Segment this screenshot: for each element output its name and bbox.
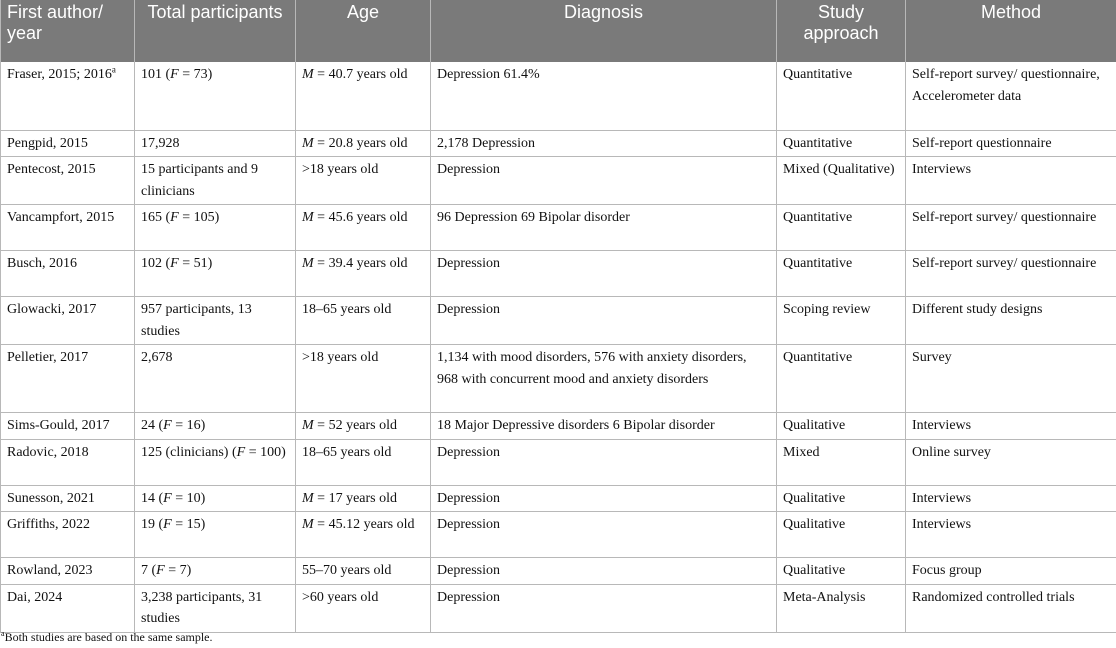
- mean-symbol: M: [302, 490, 314, 506]
- total-text: 165 (: [141, 210, 171, 225]
- cell-diagnosis: 18 Major Depressive disorders 6 Bipolar disorder: [431, 413, 777, 440]
- table-row: [1, 205, 1116, 251]
- female-count: = 105): [178, 210, 220, 225]
- cell-age: [296, 584, 431, 632]
- cell-total-participants: [135, 205, 296, 251]
- cell-author: [1, 297, 135, 345]
- total-text: 15 participants and 9 clinicians: [141, 162, 259, 199]
- cell-method: Randomized controlled trials: [906, 584, 1116, 632]
- author-text: Busch, 2016: [7, 256, 77, 271]
- mean-symbol: M: [302, 418, 314, 433]
- table-row: [1, 558, 1116, 585]
- author-text: Sims-Gould, 2017: [7, 418, 110, 433]
- cell-age: [296, 558, 431, 585]
- cell-author: [1, 157, 135, 205]
- total-text: 19 (: [141, 517, 164, 532]
- author-text: Rowland, 2023: [7, 563, 93, 578]
- footnote-text: Both studies are based on the same sample.: [4, 630, 213, 644]
- total-text: 24 (: [141, 418, 164, 433]
- cell-study-approach: Scoping review: [777, 297, 906, 345]
- table-row: [1, 130, 1116, 157]
- cell-age: [296, 413, 431, 440]
- age-text: 55–70 years old: [302, 563, 392, 578]
- female-count: = 10): [171, 490, 206, 506]
- total-text: 957 participants, 13 studies: [141, 302, 252, 339]
- table-row: [1, 345, 1116, 413]
- female-count: = 100): [245, 444, 286, 460]
- female-symbol: F: [163, 418, 172, 433]
- table-row: [1, 251, 1116, 297]
- cell-diagnosis: Depression 61.4%: [431, 62, 777, 130]
- cell-method: Interviews: [906, 413, 1116, 440]
- cell-author: [1, 130, 135, 157]
- cell-diagnosis: Depression: [431, 297, 777, 345]
- cell-age: [296, 157, 431, 205]
- cell-author: [1, 62, 135, 130]
- cell-study-approach: Quantitative: [777, 62, 906, 130]
- cell-method: Interviews: [906, 512, 1116, 558]
- cell-diagnosis: 1,134 with mood disorders, 576 with anxiety disorders, 968 with concurrent mood and anxiety disorders: [431, 345, 777, 413]
- age-text: = 52 years old: [313, 418, 397, 433]
- cell-method: Focus group: [906, 558, 1116, 585]
- header-study-approach: Study approach: [777, 0, 906, 62]
- age-text: >18 years old: [302, 162, 379, 177]
- cell-age: [296, 251, 431, 297]
- age-text: >18 years old: [302, 350, 379, 365]
- cell-author: [1, 558, 135, 585]
- author-text: Radovic, 2018: [7, 444, 89, 460]
- female-count: = 15): [171, 517, 206, 532]
- cell-diagnosis: Depression: [431, 157, 777, 205]
- female-symbol: F: [236, 444, 246, 460]
- total-text: 125 (clinicians) (: [141, 444, 237, 460]
- cell-method: Self-report questionnaire: [906, 130, 1116, 157]
- total-text: 17,928: [141, 135, 180, 151]
- cell-diagnosis: Depression: [431, 485, 777, 512]
- cell-study-approach: Quantitative: [777, 130, 906, 157]
- table-row: [1, 512, 1116, 558]
- table-row: [1, 584, 1116, 632]
- author-text: Fraser, 2015; 2016: [7, 67, 112, 82]
- table-row: [1, 157, 1116, 205]
- cell-method: Interviews: [906, 485, 1116, 512]
- age-text: = 45.6 years old: [313, 210, 408, 225]
- cell-diagnosis: Depression: [431, 512, 777, 558]
- cell-method: Self-report survey/ questionnaire, Accelerometer data: [906, 62, 1116, 130]
- cell-age: [296, 205, 431, 251]
- cell-age: [296, 130, 431, 157]
- total-text: 7 (: [141, 563, 157, 578]
- author-text: Glowacki, 2017: [7, 302, 97, 317]
- cell-study-approach: Quantitative: [777, 251, 906, 297]
- female-symbol: F: [170, 67, 179, 82]
- cell-method: Different study designs: [906, 297, 1116, 345]
- age-text: 18–65 years old: [302, 302, 392, 317]
- table-row: [1, 485, 1116, 512]
- cell-age: [296, 297, 431, 345]
- total-text: 2,678: [141, 350, 173, 365]
- author-text: Sunesson, 2021: [7, 490, 95, 506]
- female-symbol: F: [170, 256, 179, 271]
- cell-study-approach: Mixed (Qualitative): [777, 157, 906, 205]
- cell-author: [1, 413, 135, 440]
- author-text: Griffiths, 2022: [7, 517, 90, 532]
- cell-author: [1, 485, 135, 512]
- cell-author: [1, 512, 135, 558]
- cell-total-participants: [135, 297, 296, 345]
- cell-age: [296, 439, 431, 485]
- cell-study-approach: Qualitative: [777, 558, 906, 585]
- female-symbol: F: [170, 210, 179, 225]
- cell-method: Interviews: [906, 157, 1116, 205]
- cell-author: [1, 251, 135, 297]
- table-row: [1, 439, 1116, 485]
- female-count: = 73): [178, 67, 213, 82]
- header-method: Method: [906, 0, 1116, 62]
- mean-symbol: M: [302, 67, 314, 82]
- author-text: Pengpid, 2015: [7, 135, 88, 151]
- author-text: Dai, 2024: [7, 589, 63, 605]
- age-text: >60 years old: [302, 589, 379, 605]
- cell-total-participants: [135, 130, 296, 157]
- cell-total-participants: [135, 584, 296, 632]
- age-text: = 20.8 years old: [313, 135, 408, 151]
- cell-age: [296, 512, 431, 558]
- total-text: 102 (: [141, 256, 171, 271]
- female-count: = 51): [178, 256, 213, 271]
- age-text: 18–65 years old: [302, 444, 392, 460]
- cell-study-approach: Quantitative: [777, 205, 906, 251]
- female-symbol: F: [156, 563, 165, 578]
- age-text: = 39.4 years old: [313, 256, 408, 271]
- header-diagnosis: Diagnosis: [431, 0, 777, 62]
- footnote: [1, 630, 213, 645]
- cell-diagnosis: Depression: [431, 439, 777, 485]
- table-row: [1, 413, 1116, 440]
- cell-total-participants: [135, 485, 296, 512]
- cell-total-participants: [135, 439, 296, 485]
- cell-study-approach: Quantitative: [777, 345, 906, 413]
- cell-author: [1, 584, 135, 632]
- female-count: = 7): [164, 563, 192, 578]
- cell-diagnosis: 96 Depression 69 Bipolar disorder: [431, 205, 777, 251]
- cell-diagnosis: Depression: [431, 251, 777, 297]
- mean-symbol: M: [302, 210, 314, 225]
- age-text: = 17 years old: [313, 490, 397, 506]
- female-symbol: F: [163, 517, 172, 532]
- female-count: = 16): [171, 418, 206, 433]
- cell-total-participants: [135, 512, 296, 558]
- mean-symbol: M: [302, 517, 314, 532]
- total-text: 101 (: [141, 67, 171, 82]
- cell-author: [1, 439, 135, 485]
- age-text: = 40.7 years old: [313, 67, 408, 82]
- cell-study-approach: Qualitative: [777, 485, 906, 512]
- cell-author: [1, 345, 135, 413]
- total-text: 3,238 participants, 31 studies: [141, 589, 263, 626]
- cell-method: Self-report survey/ questionnaire: [906, 205, 1116, 251]
- mean-symbol: M: [302, 135, 314, 151]
- cell-diagnosis: 2,178 Depression: [431, 130, 777, 157]
- header-age: Age: [296, 0, 431, 62]
- female-symbol: F: [163, 490, 172, 506]
- cell-age: [296, 62, 431, 130]
- author-text: Pelletier, 2017: [7, 350, 89, 365]
- author-text: Vancampfort, 2015: [7, 210, 115, 225]
- cell-author: [1, 205, 135, 251]
- cell-total-participants: [135, 62, 296, 130]
- footnote-ref: a: [111, 64, 116, 75]
- table-row: [1, 62, 1116, 130]
- cell-total-participants: [135, 413, 296, 440]
- cell-method: Online survey: [906, 439, 1116, 485]
- cell-total-participants: [135, 345, 296, 413]
- mean-symbol: M: [302, 256, 314, 271]
- author-text: Pentecost, 2015: [7, 162, 96, 177]
- total-text: 14 (: [141, 490, 164, 506]
- age-text: = 45.12 years old: [313, 517, 415, 532]
- cell-diagnosis: Depression: [431, 584, 777, 632]
- header-total-participants: Total participants: [135, 0, 296, 62]
- cell-diagnosis: Depression: [431, 558, 777, 585]
- table-row: [1, 297, 1116, 345]
- cell-total-participants: [135, 157, 296, 205]
- cell-study-approach: Qualitative: [777, 413, 906, 440]
- cell-total-participants: [135, 251, 296, 297]
- cell-total-participants: [135, 558, 296, 585]
- cell-age: [296, 485, 431, 512]
- header-author-year: First author/ year: [1, 0, 135, 62]
- cell-study-approach: Meta-Analysis: [777, 584, 906, 632]
- cell-method: Survey: [906, 345, 1116, 413]
- cell-study-approach: Mixed: [777, 439, 906, 485]
- cell-method: Self-report survey/ questionnaire: [906, 251, 1116, 297]
- cell-study-approach: Qualitative: [777, 512, 906, 558]
- cell-age: [296, 345, 431, 413]
- footnote-mark: a: [1, 629, 5, 638]
- header-row: [1, 0, 1116, 62]
